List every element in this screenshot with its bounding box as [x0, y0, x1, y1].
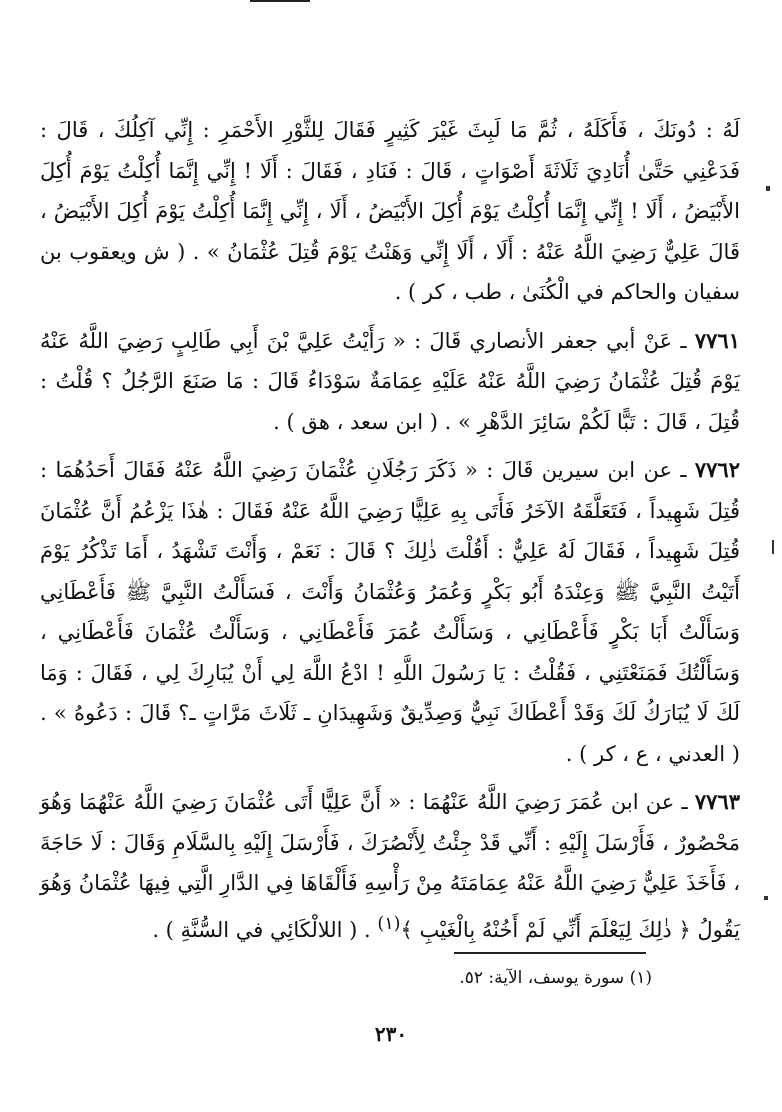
scan-mark — [766, 186, 770, 191]
paragraph-continuation: لَهُ : دُونَكَ ، فَأَكَلَهُ ، ثُمَّ مَا لَبِثَ غَيْرَ كَثِيرٍ فَقَالَ لِلثَّوْرِ الأَحْمَرِ : إِنِّي آكِلُكَ ، قَالَ : فَدَعْنِي حَتَّىٰ أُنَادِيَ ثَلَاثَةَ أَصْوَاتٍ ، قَالَ : فَنَادِ ، فَقَالَ : أَلَا ! إِنِّي إِنَّمَا أُكِلْتُ يَوْمَ أُكِلَ الأَبْيَضُ ، أَلَا ! إِنِّي إِنَّمَا أُكِلْتُ يَوْمَ أُكِلَ الأَبْيَضُ ، أَلَا ، إِنِّي إِنَّمَا أُكِلْتُ يَوْمَ أُكِلَ الأَبْيَضُ ، قَالَ عَلِيٌّ رَضِيَ اللَّهُ عَنْهُ : أَلَا ، أَلَا إِنِّي وَهَنْتُ يَوْمَ قُتِلَ عُثْمَانُ » . ( ش ويعقوب بن سفيان والحاكم في الْكُنَىٰ ، طب ، كر ) . — [40, 118, 740, 304]
footnote: (١) سورة يوسف، الآية: ٥٢. — [459, 968, 652, 988]
footnote-rule — [454, 952, 646, 954]
hadith-7761 — [40, 321, 740, 443]
hadith-text: ـ عن ابن سيرين قَالَ : « ذَكَرَ رَجُلَانِ عُثْمَانَ رَضِيَ اللَّهُ عَنْهُ فَقَالَ أَحَدُهُمَا : قُتِلَ شَهِيداً ، فَتَعَلَّقَهُ الآخَرُ فَأَتَى بِهِ عَلِيًّا رَضِيَ اللَّهُ عَنْهُ فَقَالَ : هٰذَا يَزْعُمُ أَنَّ عُثْمَانَ قُتِلَ شَهِيداً ، فَقَالَ لَهُ عَلِيٌّ : أَقُلْتَ ذٰلِكَ ؟ قَالَ : نَعَمْ ، وَأَنْتَ تَشْهَدُ ، أَمَا تَذْكُرُ يَوْمَ أَتَيْتُ النَّبِيَّ ﷺ وَعِنْدَهُ أَبُو بَكْرٍ وَعُمَرُ وَعُثْمَانُ وَأَنْتَ ، فَسَأَلْتُ النَّبِيَّ ﷺ فَأَعْطَانِي وَسَأَلْتُ أَبَا بَكْرٍ فَأَعْطَانِي ، وَسَأَلْتُ عُمَرَ فَأَعْطَانِي ، وَسَأَلْتُ عُثْمَانَ فَأَعْطَانِي ، وَسَأَلْتُكَ فَمَنَعْتَنِي ، فَقُلْتُ : يَا رَسُولَ اللَّهِ ! ادْعُ اللَّهَ لِي أَنْ يُبَارِكَ لِي ، فَقَالَ : وَمَا لَكَ لَا يُبَارَكُ لَكَ وَقَدْ أَعْطَاكَ نَبِيٌّ وَصِدِّيقٌ وَشَهِيدَانِ ـ ثَلَاثَ مَرَّاتٍ ـ؟ قَالَ : دَعُوهُ » . ( العدني ، ع ، كر ) . — [40, 458, 740, 766]
hadith-source: . ( اللالْكَائِي في السُّنَّةِ ) . — [152, 917, 378, 942]
top-rule — [250, 0, 310, 2]
footnote-reference: (١) — [377, 913, 401, 934]
hadith-text: ـ عَنْ أبي جعفر الأنصاري قَالَ : « رَأَيْتُ عَلِيَّ بْنَ أَبِي طَالِبٍ رَضِيَ اللَّهُ عَنْهُ يَوْمَ قُتِلَ عُثْمَانُ رَضِيَ اللَّهُ عَنْهُ عَلَيْهِ عِمَامَةٌ سَوْدَاءُ قَالَ : مَا صَنَعَ الرَّجُلُ ؟ قُلْتُ : قُتِلَ ، قَالَ : تَبًّا لَكُمْ سَائِرَ الدَّهْرِ » . ( ابن سعد ، هق ) . — [40, 328, 740, 434]
hadith-number: ٧٧٦٣ — [694, 789, 740, 814]
hadith-7763 — [40, 782, 740, 950]
hadith-number: ٧٧٦٢ — [694, 457, 740, 482]
scan-mark — [772, 540, 774, 554]
hadith-text: ـ عن ابن عُمَرَ رَضِيَ اللَّهُ عَنْهُمَا : « أَنَّ عَلِيًّا أَتَى عُثْمَانَ رَضِيَ اللَّهُ عَنْهُمَا وَهُوَ مَحْصُورٌ ، فَأَرْسَلَ إِلَيْهِ : أَنِّي قَدْ جِئْتُ لِأَنْصُرَكَ ، فَأَرْسَلَ إِلَيْهِ بِالسَّلَامِ وَقَالَ : لَا حَاجَةَ ، فَأَخَذَ عَلِيٌّ رَضِيَ اللَّهُ عَنْهُ عِمَامَتَهُ مِنْ رَأْسِهِ فَأَلْقَاهَا فِي الدَّارِ الَّتِي فِيهَا عُثْمَانُ وَهُوَ يَقُولُ ﴿ ذٰلِكَ لِيَعْلَمَ أَنِّي لَمْ أَخُنْهُ بِالْغَيْبِ ﴾ — [40, 790, 740, 942]
page-number: ٢٣٠ — [374, 1022, 408, 1046]
main-text — [40, 110, 740, 950]
hadith-7762 — [40, 450, 740, 774]
scan-mark — [764, 896, 768, 900]
hadith-number: ٧٧٦١ — [694, 327, 740, 353]
